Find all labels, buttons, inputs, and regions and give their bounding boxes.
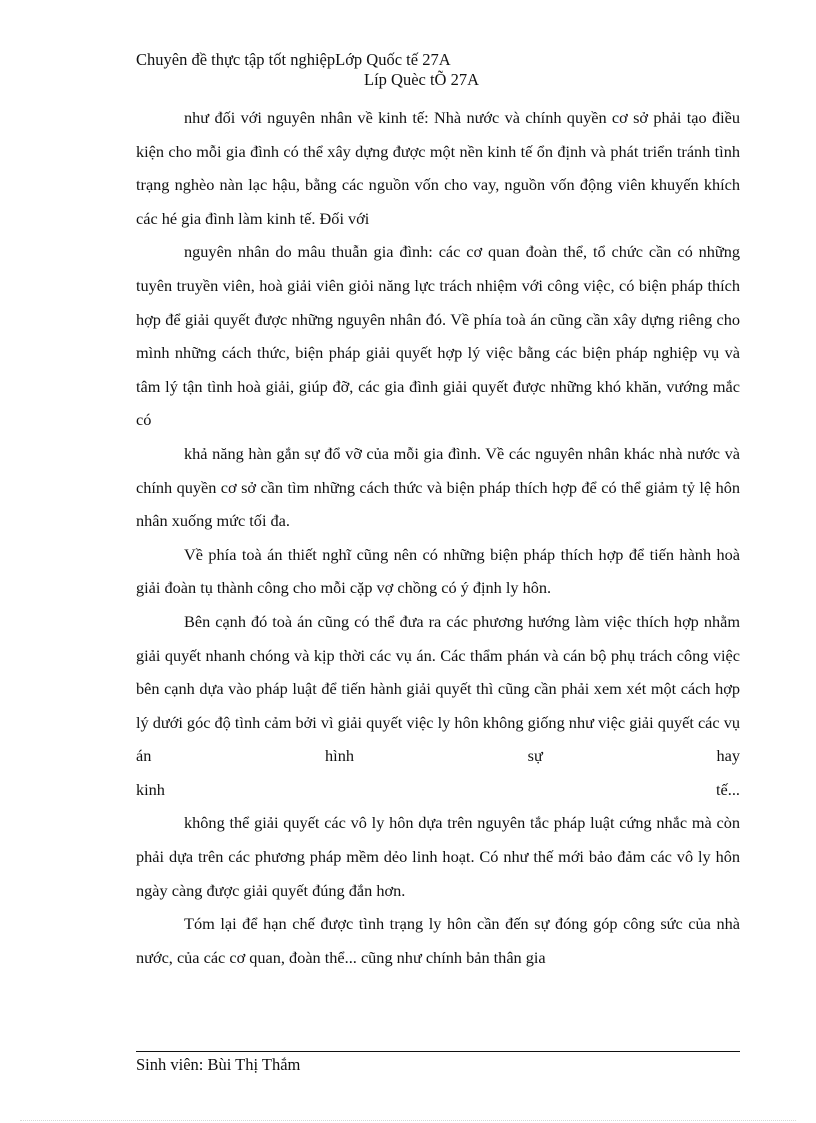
paragraph-7: Tóm lại để hạn chế được tình trạng ly hôn cần đến sự đóng góp công sức của nhà nước, của các cơ quan, đoàn thể... cũng như chính bản thân gia [136,914,740,967]
footer-student-name: Sinh viên: Bùi Thị Thắm [136,1055,301,1074]
paragraph-3: khả năng hàn gắn sự đổ vỡ của mỗi gia đình. Về các nguyên nhân khác nhà nước và chính quyền cơ sở cần tìm những cách thức và biện pháp thích hợp để có thể giảm tỷ lệ hôn nhân xuống mức tối đa. [136,443,740,531]
running-header: Chuyên đề thực tập tốt nghiệpLớp Quốc tế 27A [136,50,451,69]
page-edge [20,1120,796,1121]
paragraph-2: nguyên nhân do mâu thuẫn gia đình: các cơ quan đoàn thể, tổ chức cần có những tuyên truyền viên, hoà giải viên giỏi năng lực trách nhiệm với công việc, có biện pháp thích hợp để giải quyết được những nguyên nhân đó. Về phía toà án cũng cần xây dựng riêng cho mình những cách thức, biện pháp giải quyết hợp lý việc bằng các biện pháp nghiệp vụ và tâm lý tận tình hoà giải, giúp đỡ, các gia đình giải quyết được những khó khăn, vướng mắc có [136,242,740,430]
paragraph-1: như đối với nguyên nhân về kinh tế: Nhà nước và chính quyền cơ sở phải tạo điều kiện cho mỗi gia đình có thể xây dựng được một nền kinh tế ổn định và phát triển tránh tình trạng nghèo nàn lạc hậu, bằng các nguồn vốn cho vay, nguồn vốn động viên khuyến khích các hé gia đình làm kinh tế. Đối với [136,108,740,228]
paragraph-5-last-left: kinh [136,779,165,799]
paragraph-6: không thể giải quyết các vô ly hôn dựa trên nguyên tắc pháp luật cứng nhắc mà còn phải dựa trên các phương pháp mềm dẻo linh hoạt. Có như thế mới bảo đảm các vô ly hôn ngày càng được giải quyết đúng đắn hơn. [136,813,740,900]
paragraph-4: Về phía toà án thiết nghĩ cũng nên có những biện pháp thích hợp để tiến hành hoà giải đoàn tụ thành công cho mỗi cặp vợ chồng có ý định ly hôn. [136,544,740,598]
paragraph-5-last-line [136,773,740,807]
running-header-garbled: Líp Quèc tÕ 27A [364,70,480,89]
body-text [136,101,740,974]
paragraph-5-last-right: tế... [716,779,740,799]
footer-divider [136,1051,740,1052]
paragraph-5: Bên cạnh đó toà án cũng có thể đưa ra các phương hướng làm việc thích hợp nhằm giải quyết nhanh chóng và kịp thời các vụ án. Các thẩm phán và cán bộ phụ trách công việc bên cạnh dựa vào pháp luật để tiến hành giải quyết thì cũng cần phải xem xét một cách hợp lý dưới góc độ tình cảm bởi vì giải quyết việc ly hôn không giống như việc giải quyết các vụ án hình sự hay [136,611,740,766]
